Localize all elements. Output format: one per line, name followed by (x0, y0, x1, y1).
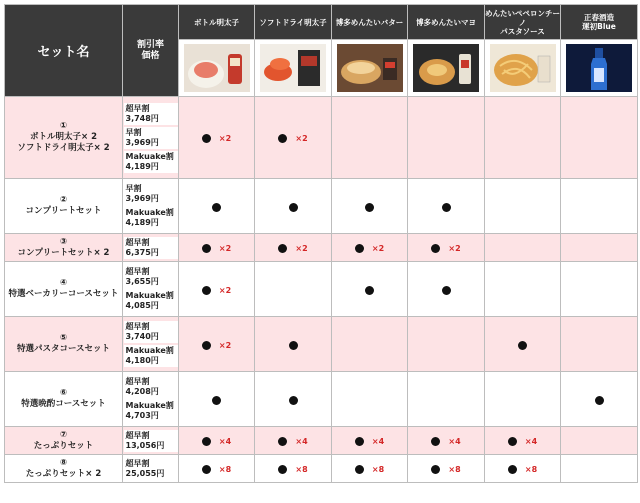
price-cell (123, 372, 179, 427)
included-dot-icon (202, 341, 211, 350)
inclusion-cell (485, 234, 561, 262)
price-tier-label: Makuake割 (125, 346, 174, 355)
set-row (5, 234, 638, 262)
price-tier-label: 超早割 (125, 377, 150, 386)
included-dot-icon (212, 396, 221, 405)
quantity-multiplier: ×4 (448, 437, 461, 446)
price-label: 価格 (141, 50, 160, 61)
price-tier-label: 早割 (125, 184, 142, 193)
price-tier (124, 400, 178, 422)
price-cell (123, 427, 179, 455)
quantity-multiplier: ×8 (524, 465, 538, 474)
set-name-line: 特選パスタコースセット (16, 344, 111, 354)
included-dot-icon (442, 286, 451, 295)
set-row (5, 427, 638, 455)
set-name-line: たっぷりセット× 2 (25, 468, 102, 479)
quantity-multiplier: ×4 (218, 437, 232, 446)
inclusion-cell (485, 372, 561, 427)
set-number: ⑧ (59, 457, 68, 468)
product-header-5-text: めんたいペペロンチーノ パスタソース (485, 8, 560, 36)
inclusion-cell (561, 97, 638, 179)
price-tier (124, 207, 178, 229)
set-name-cell (5, 372, 123, 427)
quantity-multiplier: ×8 (295, 465, 308, 474)
price-tier-label: 超早割 (125, 322, 150, 331)
price-tier (124, 458, 178, 480)
set-number: ⑤ (59, 333, 68, 343)
inclusion-cell (485, 97, 561, 179)
included-dot-icon (508, 465, 517, 474)
price-header (123, 5, 179, 97)
price-cell (123, 234, 179, 262)
price-tier-label: 超早割 (125, 103, 150, 113)
inclusion-cell (179, 372, 255, 427)
soft-dry-mentaiko-image (255, 40, 332, 97)
included-dot-icon (202, 134, 211, 143)
price-tier-value: 4,189円 (125, 161, 159, 171)
price-tier (124, 430, 178, 452)
price-tier-label: 早割 (125, 127, 142, 137)
included-dot-icon (202, 286, 211, 295)
set-number: ③ (59, 236, 68, 247)
inclusion-cell (408, 97, 485, 179)
quantity-multiplier: ×8 (371, 465, 385, 474)
set-name-line: 特選晩酌コースセット (21, 399, 106, 409)
price-cell (123, 262, 179, 317)
price-tier (124, 321, 178, 343)
set-name-line: コンプリートセット (25, 206, 102, 216)
price-tier-label: Makuake割 (125, 151, 174, 161)
set-row (5, 372, 638, 427)
included-dot-icon (442, 203, 451, 212)
product-header-6 (561, 5, 638, 40)
quantity-multiplier: ×2 (218, 244, 232, 253)
price-tier (124, 127, 178, 149)
inclusion-cell (332, 427, 408, 455)
included-dot-icon (278, 134, 287, 143)
price-tier-value: 3,969円 (125, 137, 159, 147)
price-cell (123, 179, 179, 234)
set-row (5, 179, 638, 234)
price-tier (124, 290, 178, 312)
inclusion-cell (255, 234, 332, 262)
set-name-cell (5, 97, 123, 179)
price-tier-label: Makuake割 (125, 291, 174, 300)
set-number: ① (59, 121, 68, 131)
included-dot-icon (518, 341, 527, 350)
quantity-multiplier: ×4 (371, 437, 385, 446)
mentai-mayo-image (408, 40, 485, 97)
quantity-multiplier: ×4 (524, 437, 538, 446)
included-dot-icon (431, 437, 440, 446)
price-tier-value: 25,055円 (125, 468, 165, 478)
set-row (5, 97, 638, 179)
inclusion-cell (332, 234, 408, 262)
included-dot-icon (355, 244, 364, 253)
price-tier-label: 超早割 (125, 267, 150, 276)
product-header-2: ソフトドライ明太子 (255, 5, 332, 40)
inclusion-cell (179, 262, 255, 317)
inclusion-cell (408, 317, 485, 372)
inclusion-cell (255, 97, 332, 179)
included-dot-icon (289, 396, 298, 405)
price-cell (123, 455, 179, 483)
inclusion-cell (255, 317, 332, 372)
inclusion-cell (561, 179, 638, 234)
price-tier-value: 3,969円 (125, 194, 159, 203)
included-dot-icon (431, 244, 440, 253)
quantity-multiplier: ×8 (218, 465, 232, 474)
included-dot-icon (202, 244, 211, 253)
inclusion-cell (561, 234, 638, 262)
inclusion-cell (179, 427, 255, 455)
product-header-5 (485, 5, 561, 40)
set-name-line: コンプリートセット× 2 (17, 247, 110, 258)
included-dot-icon (365, 203, 374, 212)
quantity-multiplier: ×2 (371, 244, 385, 253)
product-header-6-text: 正春酒造 運初Blue (582, 13, 616, 31)
inclusion-cell (179, 317, 255, 372)
set-name-line: たっぷりセット (33, 440, 94, 451)
inclusion-cell (332, 317, 408, 372)
included-dot-icon (278, 244, 287, 253)
quantity-multiplier: ×2 (295, 244, 308, 253)
price-tier (124, 237, 178, 259)
included-dot-icon (278, 465, 287, 474)
included-dot-icon (202, 465, 211, 474)
set-name-line: 特選ベーカリーコースセット (8, 289, 119, 299)
price-tier (124, 151, 178, 173)
product-header-1: ボトル明太子 (179, 5, 255, 40)
inclusion-cell (255, 372, 332, 427)
set-name-cell (5, 179, 123, 234)
price-tier-value: 4,180円 (125, 356, 159, 365)
price-tier-value: 3,740円 (125, 332, 159, 341)
price-tier-value: 4,085円 (125, 301, 159, 310)
inclusion-cell (179, 97, 255, 179)
inclusion-cell (485, 427, 561, 455)
set-name-line: ボトル明太子× 2 (30, 132, 97, 142)
price-tier (124, 376, 178, 398)
set-name-cell (5, 262, 123, 317)
bottle-mentaiko-image (179, 40, 255, 97)
price-tier (124, 266, 178, 288)
set-name-cell (5, 234, 123, 262)
inclusion-cell (255, 455, 332, 483)
quantity-multiplier: ×4 (295, 437, 308, 446)
price-tier-value: 4,189円 (125, 218, 159, 227)
price-tier-value: 4,703円 (125, 411, 159, 420)
discount-rate-label: 割引率 (136, 39, 164, 50)
price-tier-value: 13,056円 (125, 440, 165, 450)
inclusion-cell (332, 372, 408, 427)
price-tier-label: Makuake割 (125, 401, 174, 410)
inclusion-cell (408, 234, 485, 262)
set-number: ⑥ (59, 388, 68, 398)
inclusion-cell (485, 262, 561, 317)
set-row (5, 262, 638, 317)
inclusion-cell (408, 262, 485, 317)
price-tier-value: 6,375円 (125, 247, 159, 257)
price-cell (123, 317, 179, 372)
quantity-multiplier: ×2 (448, 244, 461, 253)
product-header-3: 博多めんたいバター (332, 5, 408, 40)
inclusion-cell (485, 455, 561, 483)
quantity-multiplier: ×2 (218, 340, 232, 350)
inclusion-cell (179, 234, 255, 262)
price-tier-value: 4,208円 (125, 387, 159, 396)
quantity-multiplier: ×2 (295, 134, 308, 143)
price-tier-value: 3,655円 (125, 277, 159, 286)
included-dot-icon (355, 437, 364, 446)
inclusion-cell (332, 179, 408, 234)
price-tier-label: Makuake割 (125, 208, 174, 217)
inclusion-cell (485, 179, 561, 234)
set-comparison-table (4, 4, 638, 483)
inclusion-cell (561, 455, 638, 483)
price-tier-label: 超早割 (125, 430, 150, 440)
inclusion-cell (561, 372, 638, 427)
included-dot-icon (212, 203, 221, 212)
pasta-sauce-image (485, 40, 561, 97)
set-row (5, 317, 638, 372)
price-tier (124, 183, 178, 205)
set-row (5, 455, 638, 483)
quantity-multiplier: ×8 (448, 465, 461, 474)
included-dot-icon (365, 286, 374, 295)
mentai-butter-image (332, 40, 408, 97)
set-name-cell (5, 455, 123, 483)
inclusion-cell (255, 427, 332, 455)
set-number: ② (59, 195, 68, 205)
inclusion-cell (408, 455, 485, 483)
included-dot-icon (595, 396, 604, 405)
price-tier-label: 超早割 (125, 237, 150, 247)
inclusion-cell (485, 317, 561, 372)
price-cell (123, 97, 179, 179)
price-tier-value: 3,748円 (125, 113, 159, 123)
included-dot-icon (289, 203, 298, 212)
set-name-header: セット名 (5, 5, 123, 97)
sake-bottle-image (561, 40, 638, 97)
set-name-cell (5, 317, 123, 372)
inclusion-cell (332, 97, 408, 179)
inclusion-cell (408, 372, 485, 427)
inclusion-cell (332, 262, 408, 317)
inclusion-cell (255, 262, 332, 317)
included-dot-icon (202, 437, 211, 446)
set-name-cell (5, 427, 123, 455)
inclusion-cell (332, 455, 408, 483)
price-tier (124, 103, 178, 125)
inclusion-cell (179, 455, 255, 483)
included-dot-icon (278, 437, 287, 446)
inclusion-cell (561, 262, 638, 317)
set-number: ⑦ (59, 429, 68, 440)
included-dot-icon (355, 465, 364, 474)
inclusion-cell (255, 179, 332, 234)
set-number: ④ (59, 278, 68, 288)
inclusion-cell (561, 427, 638, 455)
price-tier-label: 超早割 (125, 458, 150, 468)
product-header-4: 博多めんたいマヨ (408, 5, 485, 40)
price-tier (124, 345, 178, 367)
inclusion-cell (408, 427, 485, 455)
set-name-line: ソフトドライ明太子× 2 (17, 143, 110, 153)
included-dot-icon (289, 341, 298, 350)
quantity-multiplier: ×2 (218, 134, 232, 143)
quantity-multiplier: ×2 (218, 285, 232, 295)
inclusion-cell (179, 179, 255, 234)
inclusion-cell (561, 317, 638, 372)
included-dot-icon (431, 465, 440, 474)
inclusion-cell (408, 179, 485, 234)
included-dot-icon (508, 437, 517, 446)
